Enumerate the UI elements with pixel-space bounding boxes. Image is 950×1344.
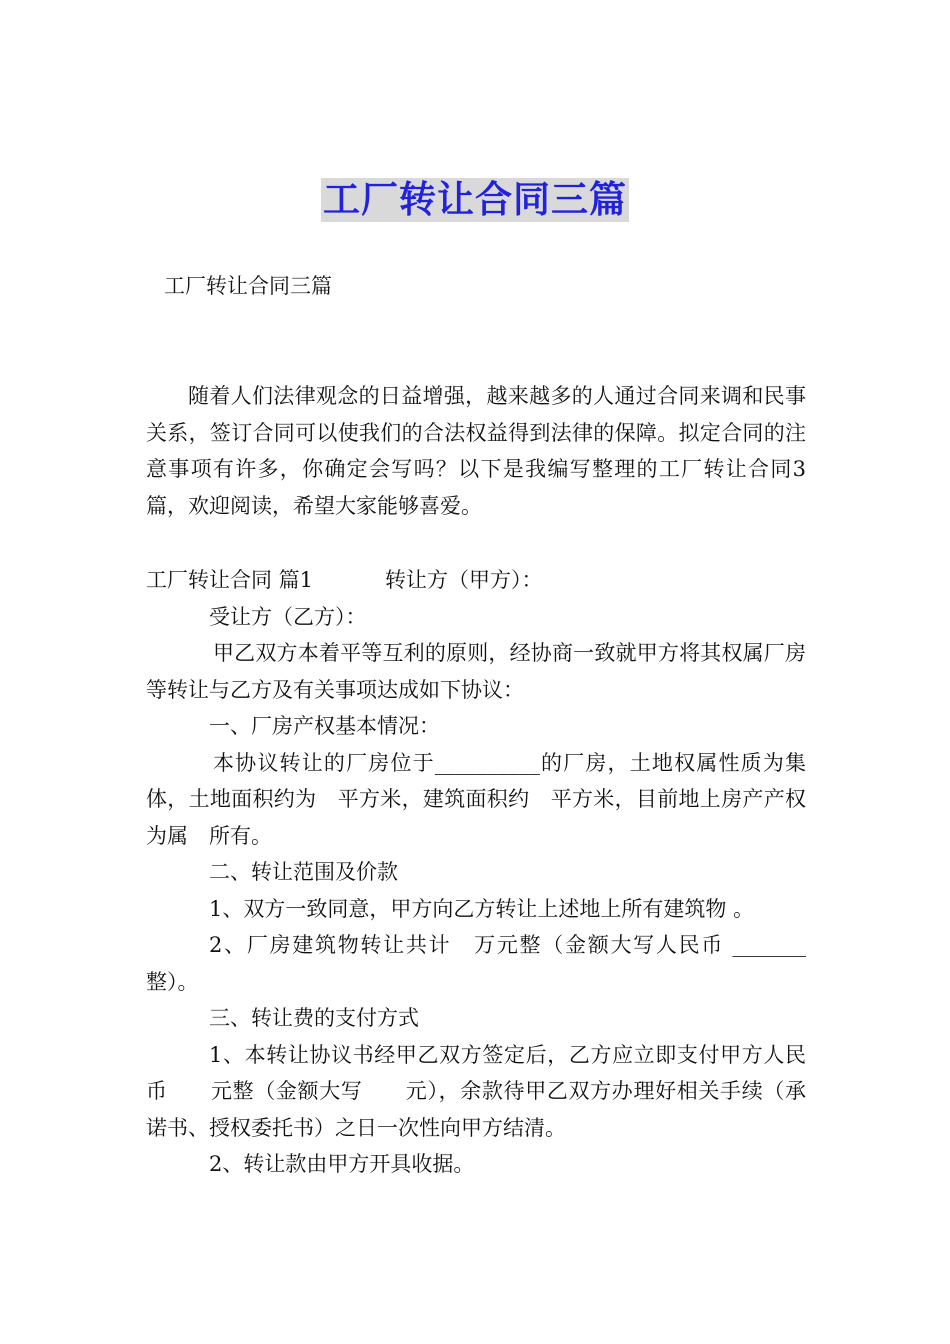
section3-item2: 2、转让款由甲方开具收据。: [209, 1152, 475, 1176]
preamble-paragraph: 甲乙双方本着平等互利的原则，经协商一致就甲方将其权属厂房等转让与乙方及有关事项达成如下协议：: [146, 641, 806, 702]
section3-item1: 1、本转让协议书经甲乙双方签定后，乙方应立即支付甲方人民币 元整（金额大写 元），余款待甲乙双方办理好相关手续（承诺书、授权委托书）之日一次性向甲方结清。: [146, 1042, 806, 1140]
title-container: [0, 178, 950, 222]
section2-item1: 1、双方一致同意，甲方向乙方转让上述地上所有建筑物 。: [209, 896, 755, 921]
party-b-label: 受让方（乙方）：: [209, 604, 367, 629]
intro-section: [146, 378, 806, 524]
contract-heading-line: [146, 562, 806, 599]
intro-paragraph: 随着人们法律观念的日益增强，越来越多的人通过合同来调和民事关系，签订合同可以使我们的合法权益得到法律的保障。拟定合同的注意事项有许多，你确定会写吗？以下是我编写整理的工厂转让合同3篇，欢迎阅读，希望大家能够喜爱。: [146, 384, 806, 518]
contract-heading: 工厂转让合同 篇1: [146, 568, 314, 592]
section1-title: 一、厂房产权基本情况：: [209, 714, 440, 738]
section1-text: 本协议转让的厂房位于__________的厂房，土地权属性质为集体，土地面积约为 平方米，建筑面积约 平方米，目前地上房产产权为属 所有。: [146, 750, 806, 848]
document-title: 工厂转让合同三篇: [323, 178, 627, 221]
section2-item2: 2、厂房建筑物转让共计 万元整（金额大写人民币 _______整）。: [146, 933, 806, 994]
document-subtitle: 工厂转让合同三篇: [164, 274, 332, 298]
contract-section: [146, 562, 806, 1183]
section3-title: 三、转让费的支付方式: [209, 1006, 419, 1030]
party-a-label: 转让方（甲方）：: [385, 568, 543, 592]
section2-title: 二、转让范围及价款: [209, 860, 398, 884]
